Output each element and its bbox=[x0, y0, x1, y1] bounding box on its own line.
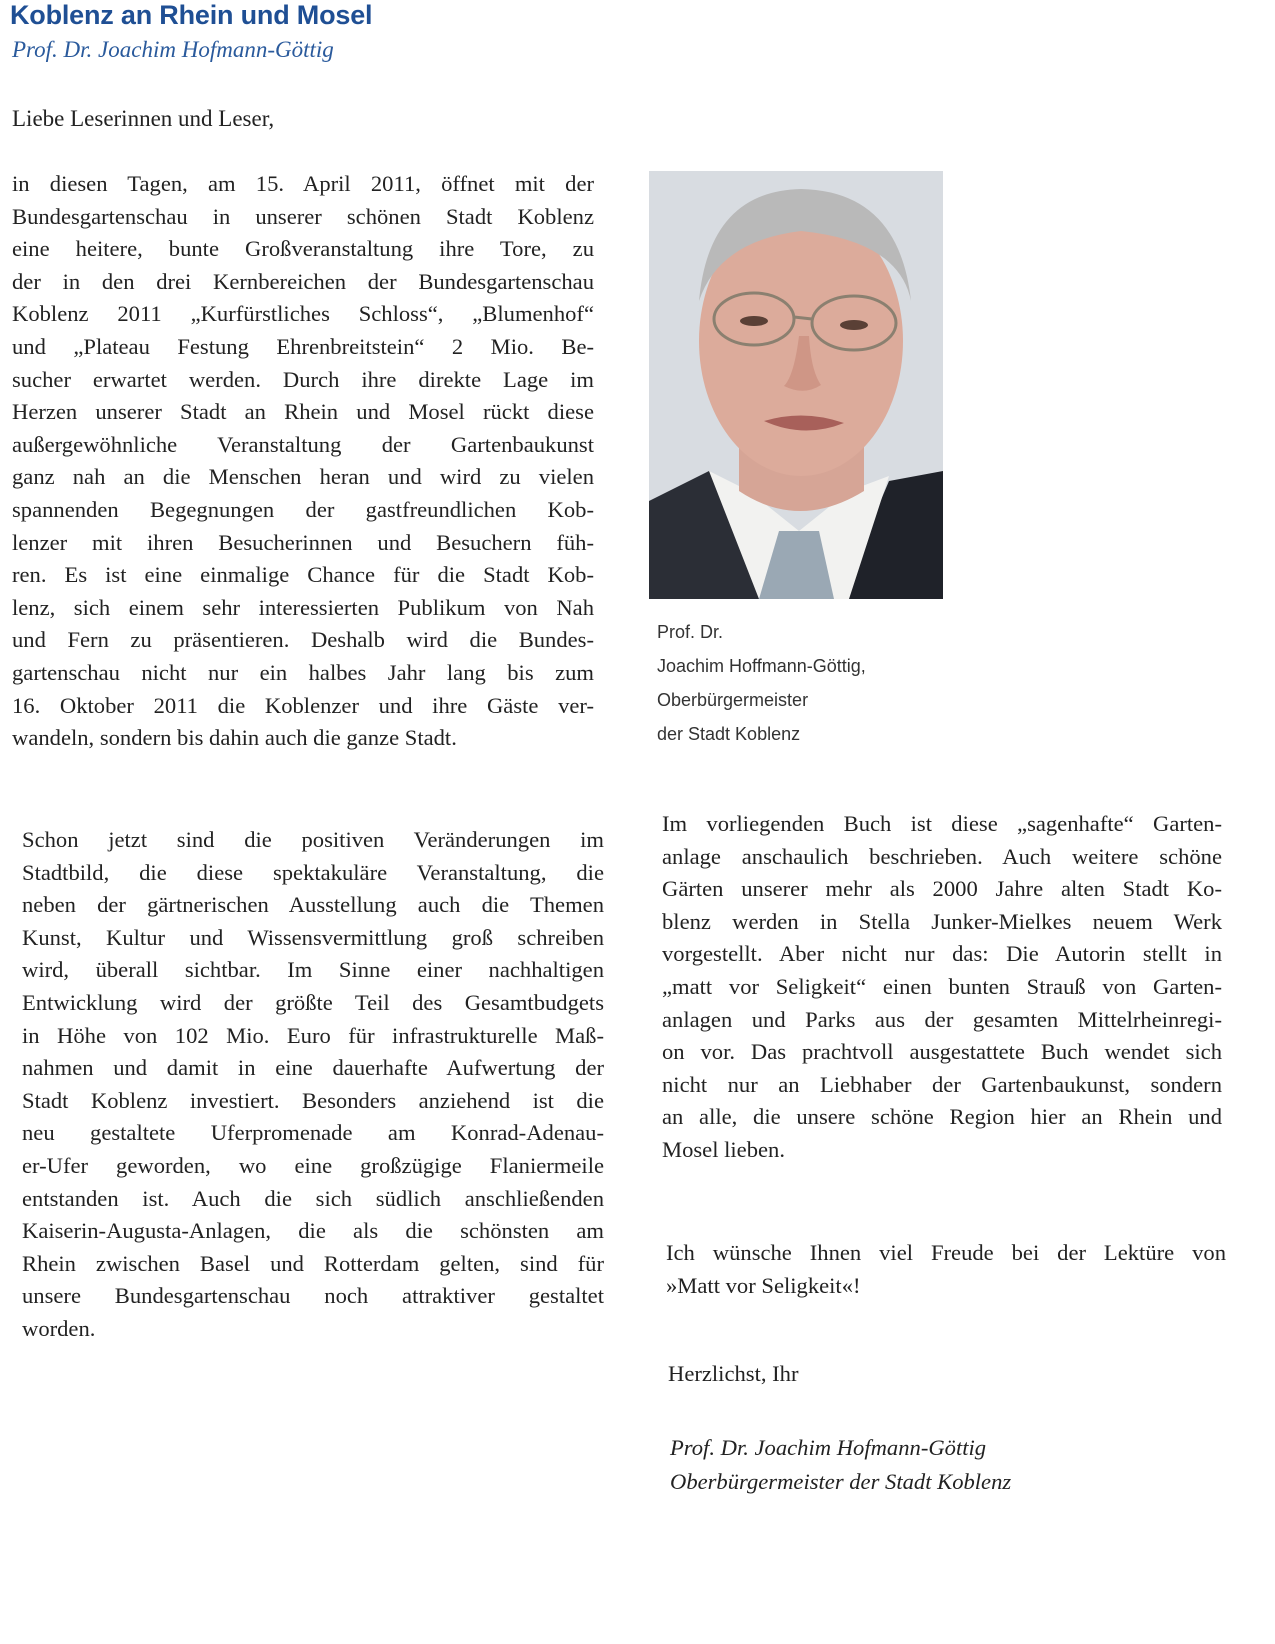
portrait-photo bbox=[649, 171, 943, 599]
text-line: sucher erwartet werden. Durch ihre direkte Lage im bbox=[12, 366, 594, 392]
text-line: neu gestaltete Uferpromenade am Konrad-Adenau- bbox=[22, 1120, 604, 1146]
text-line: unsere Bundesgartenschau noch attraktiver gestaltet bbox=[22, 1283, 604, 1309]
text-line: anlage anschaulich beschrieben. Auch weitere schöne bbox=[662, 843, 1222, 869]
text-line: anlagen und Parks aus der gesamten Mittelrheinregi- bbox=[662, 1006, 1222, 1032]
text-line: Bundesgartenschau in unserer schönen Stadt Koblenz bbox=[12, 203, 594, 229]
text-line: blenz werden in Stella Junker-Mielkes neuem Werk bbox=[662, 908, 1222, 934]
text-line: in Höhe von 102 Mio. Euro für infrastrukturelle Maß- bbox=[22, 1022, 604, 1048]
portrait-icon bbox=[649, 171, 943, 599]
photo-caption bbox=[657, 615, 866, 751]
text-line: Stadt Koblenz investiert. Besonders anziehend ist die bbox=[22, 1087, 604, 1113]
text-line: Kaiserin-Augusta-Anlagen, die als die schönsten am bbox=[22, 1218, 604, 1244]
text-line: eine heitere, bunte Großveranstaltung ihre Tore, zu bbox=[12, 236, 594, 262]
text-line: Mosel lieben. bbox=[662, 1136, 785, 1162]
text-line: vorgestellt. Aber nicht nur das: Die Autorin stellt in bbox=[662, 941, 1222, 967]
text-line: ren. Es ist eine einmalige Chance für die Stadt Kob- bbox=[12, 562, 594, 588]
text-line: on vor. Das prachtvoll ausgestattete Buch wendet sich bbox=[662, 1039, 1222, 1065]
text-line: und Fern zu präsentieren. Deshalb wird die Bundes- bbox=[12, 627, 594, 653]
text-line: in diesen Tagen, am 15. April 2011, öffnet mit der bbox=[12, 171, 594, 196]
text-line: lenzer mit ihren Besucherinnen und Besuchern füh- bbox=[12, 529, 594, 555]
text-line: wird, überall sichtbar. Im Sinne einer nachhaltigen bbox=[22, 957, 604, 983]
page-title: Koblenz an Rhein und Mosel bbox=[10, 0, 373, 30]
text-line: entstanden ist. Auch die sich südlich anschließenden bbox=[22, 1185, 604, 1211]
text-line: lenz, sich einem sehr interessierten Publikum von Nah bbox=[12, 594, 594, 620]
text-line: Rhein zwischen Basel und Rotterdam gelten, sind für bbox=[22, 1250, 604, 1276]
text-line: Schon jetzt sind die positiven Veränderungen im bbox=[22, 827, 604, 852]
salutation: Liebe Leserinnen und Leser, bbox=[12, 106, 275, 131]
text-line: und „Plateau Festung Ehrenbreitstein“ 2 Mio. Be- bbox=[12, 333, 594, 359]
caption-line: Joachim Hoffmann-Göttig, bbox=[657, 656, 866, 676]
text-line: Koblenz 2011 „Kurfürstliches Schloss“, „Blumenhof“ bbox=[12, 301, 594, 327]
text-line: der in den drei Kernbereichen der Bundesgartenschau bbox=[12, 268, 594, 294]
caption-line: der Stadt Koblenz bbox=[657, 724, 801, 744]
text-line: nahmen und damit in eine dauerhafte Aufwertung der bbox=[22, 1055, 604, 1081]
closing-regards: Herzlichst, Ihr bbox=[668, 1361, 799, 1386]
text-line: Stadtbild, die diese spektakuläre Veranstaltung, die bbox=[22, 859, 604, 885]
text-line: Ich wünsche Ihnen viel Freude bei der Lektüre von bbox=[666, 1240, 1226, 1265]
text-line: er-Ufer geworden, wo eine großzügige Flaniermeile bbox=[22, 1152, 604, 1178]
paragraph-1 bbox=[12, 168, 594, 755]
paragraph-3 bbox=[662, 808, 1222, 1167]
caption-line: Oberbürgermeister bbox=[657, 690, 809, 710]
signature-role: Oberbürgermeister der Stadt Koblenz bbox=[670, 1469, 1012, 1494]
text-line: „matt vor Seligkeit“ einen bunten Strauß von Garten- bbox=[662, 973, 1222, 999]
text-line: ganz nah an die Menschen heran und wird zu vielen bbox=[12, 464, 594, 490]
text-line: außergewöhnliche Veranstaltung der Gartenbaukunst bbox=[12, 431, 594, 457]
text-line: an alle, die unsere schöne Region hier an Rhein und bbox=[662, 1104, 1222, 1130]
signature-name: Prof. Dr. Joachim Hofmann-Göttig bbox=[670, 1435, 987, 1460]
text-line: 16. Oktober 2011 die Koblenzer und ihre Gäste ver- bbox=[12, 692, 594, 718]
author-subtitle: Prof. Dr. Joachim Hofmann-Göttig bbox=[12, 37, 334, 62]
text-line: Kunst, Kultur und Wissensvermittlung groß schreiben bbox=[22, 924, 604, 950]
paragraph-4 bbox=[666, 1237, 1226, 1302]
caption-line: Prof. Dr. bbox=[657, 622, 724, 642]
paragraph-2 bbox=[22, 824, 604, 1346]
text-line: gartenschau nicht nur ein halbes Jahr lang bis zum bbox=[12, 659, 594, 685]
text-line: Im vorliegenden Buch ist diese „sagenhafte“ Garten- bbox=[662, 811, 1222, 836]
text-line: Gärten unserer mehr als 2000 Jahre alten Stadt Ko- bbox=[662, 876, 1222, 902]
text-line: »Matt vor Seligkeit«! bbox=[666, 1272, 861, 1298]
text-line: Entwicklung wird der größte Teil des Gesamtbudgets bbox=[22, 989, 604, 1015]
text-line: spannenden Begegnungen der gastfreundlichen Kob- bbox=[12, 496, 594, 522]
text-line: worden. bbox=[22, 1315, 96, 1341]
text-line: neben der gärtnerischen Ausstellung auch die Themen bbox=[22, 892, 604, 918]
text-line: nicht nur an Liebhaber der Gartenbaukunst, sondern bbox=[662, 1071, 1222, 1097]
text-line: Herzen unserer Stadt an Rhein und Mosel rückt diese bbox=[12, 399, 594, 425]
text-line: wandeln, sondern bis dahin auch die ganze Stadt. bbox=[12, 725, 457, 751]
signature bbox=[670, 1431, 1011, 1499]
